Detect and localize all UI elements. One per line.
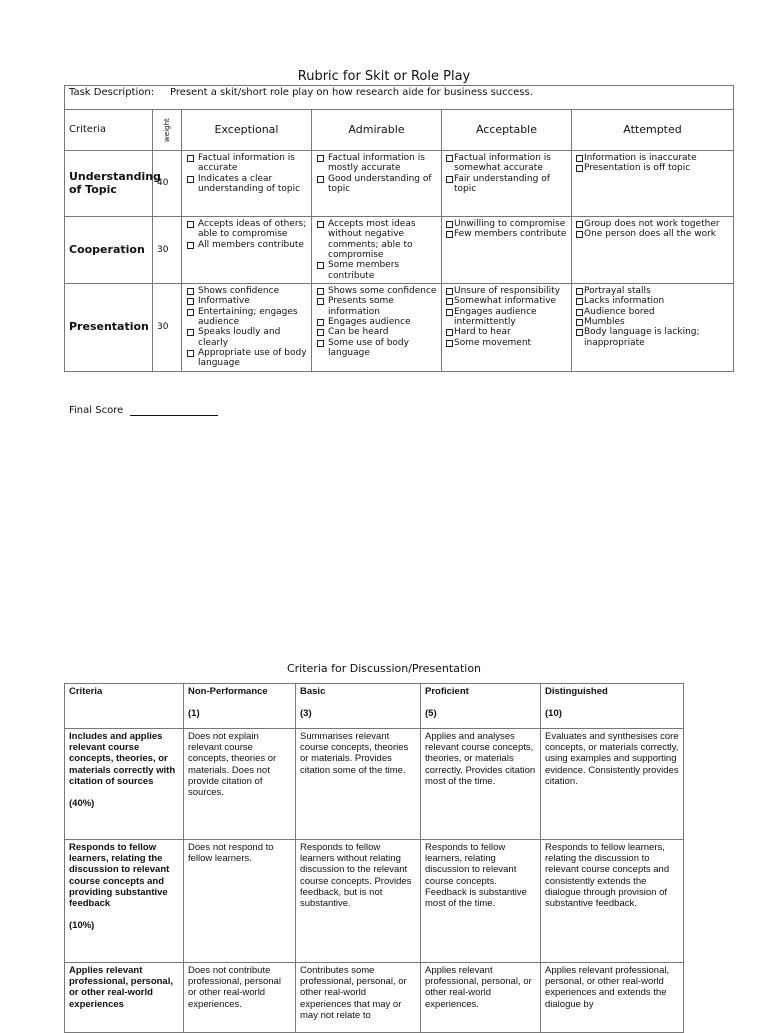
header-weight-label: weight (162, 118, 171, 142)
header-points: (3) (300, 708, 312, 720)
header-attempted: Attempted (572, 110, 734, 151)
acceptable-cell (442, 217, 572, 284)
discussion-rubric-table (64, 683, 684, 1033)
discussion-rubric-title: Criteria for Discussion/Presentation (286, 662, 482, 675)
attempted-cell (572, 217, 734, 284)
skit-rubric-table (64, 85, 734, 372)
admirable-cell (312, 284, 442, 372)
criteria-weight: 30 (153, 284, 182, 372)
checkbox-item: Entertaining; engages audience (186, 307, 307, 328)
header-row (65, 110, 734, 151)
criteria-row (65, 151, 734, 217)
non-performance-cell: Does not explain relevant course concepts, theories or materials. Does not provide citation of sources. (184, 729, 296, 840)
checkbox-item: Shows confidence (186, 286, 307, 296)
checkbox-item: Portrayal stalls (576, 286, 729, 296)
criteria-cell (65, 840, 184, 963)
checkbox-item: One person does all the work (576, 229, 729, 239)
criteria-row (65, 284, 734, 372)
header-basic (296, 684, 421, 729)
checkbox-item: Body language is lacking; inappropriate (576, 327, 729, 348)
header-label: Non-Performance (188, 686, 268, 697)
checkbox-item: All members contribute (186, 240, 307, 250)
distinguished-cell: Applies relevant professional, personal, or other real-world experiences and extends the dialogue by (541, 963, 684, 1033)
criteria-weight: 30 (153, 217, 182, 284)
basic-cell: Contributes some professional, personal, or other real-world experiences that may or may not relate to (296, 963, 421, 1033)
criteria-name: Cooperation (65, 217, 153, 284)
checkbox-item: Mumbles (576, 317, 729, 327)
header-points: (10) (545, 708, 562, 720)
checkbox-item: Factual information is accurate (186, 153, 307, 174)
header-admirable: Admirable (312, 110, 442, 151)
criteria-row (65, 729, 684, 840)
header-points: (1) (188, 708, 200, 720)
attempted-cell (572, 284, 734, 372)
header-acceptable: Acceptable (442, 110, 572, 151)
checkbox-item: Shows some confidence (316, 286, 437, 296)
non-performance-cell: Does not contribute professional, personal or other real-world experiences. (184, 963, 296, 1033)
checkbox-item: Unwilling to compromise (446, 219, 567, 229)
checkbox-item: Lacks information (576, 296, 729, 306)
admirable-cell (312, 217, 442, 284)
checkbox-item: Information is inaccurate (576, 153, 729, 163)
checkbox-item: Presents some information (316, 296, 437, 317)
criteria-name: Responds to fellow learners, relating the discussion to relevant course concepts and providing substantive feedback (69, 842, 170, 910)
final-score-blank (130, 405, 218, 416)
criteria-row (65, 217, 734, 284)
checkbox-item: Accepts ideas of others; able to compromise (186, 219, 307, 240)
header-weight (153, 110, 182, 151)
final-score-label: Final Score (69, 405, 124, 416)
checkbox-item: Few members contribute (446, 229, 567, 239)
checkbox-item: Appropriate use of body language (186, 348, 307, 369)
basic-cell: Responds to fellow learners without relating discussion to the relevant course concepts. Provides feedback, but is not substantive. (296, 840, 421, 963)
final-score (69, 405, 218, 416)
task-description (65, 86, 734, 110)
checkbox-item: Speaks loudly and clearly (186, 327, 307, 348)
exceptional-cell (182, 217, 312, 284)
checkbox-item: Informative (186, 296, 307, 306)
criteria-weight: (40%) (69, 798, 95, 810)
criteria-row (65, 840, 684, 963)
header-row (65, 684, 684, 729)
criteria-cell (65, 963, 184, 1033)
exceptional-cell (182, 284, 312, 372)
checkbox-item: Some members contribute (316, 260, 437, 281)
criteria-name: Includes and applies relevant course concepts, theories, or materials correctly with citation of sources (69, 731, 176, 787)
admirable-cell (312, 151, 442, 217)
checkbox-item: Good understanding of topic (316, 174, 437, 195)
checkbox-item: Accepts most ideas without negative comments; able to compromise (316, 219, 437, 260)
header-exceptional: Exceptional (182, 110, 312, 151)
header-distinguished (541, 684, 684, 729)
checkbox-item: Can be heard (316, 327, 437, 337)
criteria-name: Applies relevant professional, personal, or other real-world experiences (69, 965, 173, 1010)
header-label: Basic (300, 686, 326, 697)
checkbox-item: Audience bored (576, 307, 729, 317)
header-criteria: Criteria (65, 110, 153, 151)
proficient-cell: Applies relevant professional, personal, or other real-world experiences. (421, 963, 541, 1033)
checkbox-item: Factual information is mostly accurate (316, 153, 437, 174)
header-criteria (65, 684, 184, 729)
criteria-name: Understanding of Topic (65, 151, 153, 217)
proficient-cell: Applies and analyses relevant course concepts, theories, or materials correctly. Provides citation most of the time. (421, 729, 541, 840)
checkbox-item: Hard to hear (446, 327, 567, 337)
header-label: Distinguished (545, 686, 608, 697)
header-points: (5) (425, 708, 437, 720)
task-text: Present a skit/short role play on how research aide for business success. (170, 87, 533, 98)
checkbox-item: Indicates a clear understanding of topic (186, 174, 307, 195)
attempted-cell (572, 151, 734, 217)
checkbox-item: Some use of body language (316, 338, 437, 359)
acceptable-cell (442, 284, 572, 372)
acceptable-cell (442, 151, 572, 217)
checkbox-item: Factual information is somewhat accurate (446, 153, 567, 174)
criteria-row (65, 963, 684, 1033)
task-label: Task Description: (69, 87, 155, 98)
criteria-weight: (10%) (69, 920, 95, 932)
criteria-cell (65, 729, 184, 840)
header-label: Criteria (69, 686, 103, 697)
checkbox-item: Group does not work together (576, 219, 729, 229)
proficient-cell: Responds to fellow learners, relating discussion to relevant course concepts. Feedback is substantive most of the time. (421, 840, 541, 963)
header-label: Proficient (425, 686, 469, 697)
non-performance-cell: Does not respond to fellow learners. (184, 840, 296, 963)
checkbox-item: Unsure of responsibility (446, 286, 567, 296)
checkbox-item: Fair understanding of topic (446, 174, 567, 195)
criteria-weight: 40 (153, 151, 182, 217)
header-proficient (421, 684, 541, 729)
checkbox-item: Presentation is off topic (576, 163, 729, 173)
header-non-performance (184, 684, 296, 729)
checkbox-item: Some movement (446, 338, 567, 348)
checkbox-item: Engages audience intermittently (446, 307, 567, 328)
basic-cell: Summarises relevant course concepts, theories or materials. Provides citation some of the time. (296, 729, 421, 840)
criteria-name: Presentation (65, 284, 153, 372)
distinguished-cell: Evaluates and synthesises core concepts, or materials correctly, using examples and supporting evidence. Consistently provides citation. (541, 729, 684, 840)
exceptional-cell (182, 151, 312, 217)
distinguished-cell: Responds to fellow learners, relating the discussion to relevant course concepts and consistently extends the dialogue through provision of substantive feedback. (541, 840, 684, 963)
checkbox-item: Somewhat informative (446, 296, 567, 306)
checkbox-item: Engages audience (316, 317, 437, 327)
rubric-title: Rubric for Skit or Role Play (297, 69, 471, 84)
